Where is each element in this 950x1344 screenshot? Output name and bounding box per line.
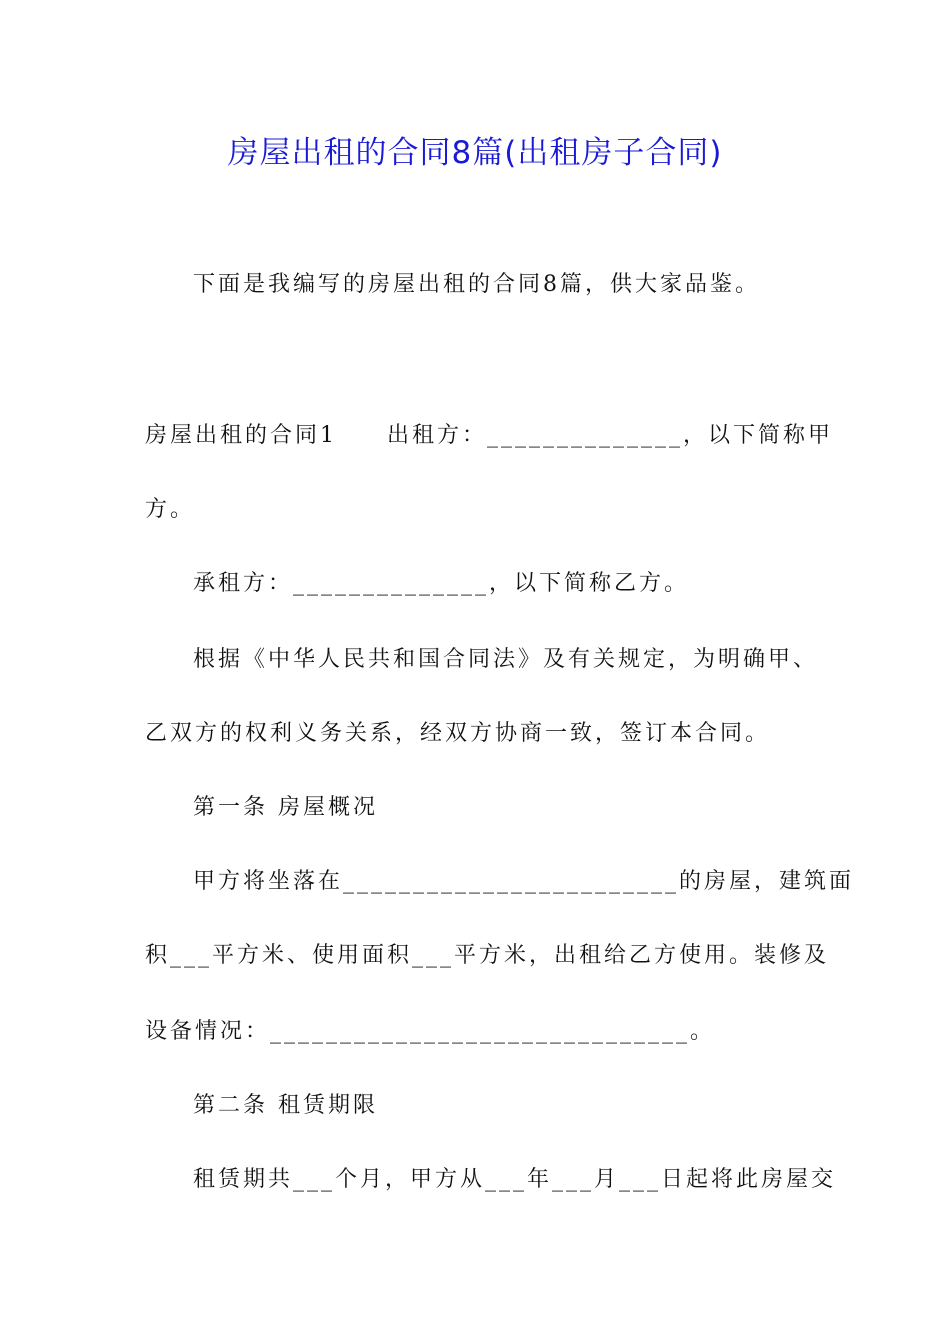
article-1-paragraph: 甲方将坐落在________________________的房屋，建筑面 bbox=[193, 869, 855, 894]
article-1-heading: 第一条 房屋概况 bbox=[193, 795, 378, 820]
article-1-paragraph-cont: 积___平方米、使用面积___平方米，出租给乙方使用。装修及 bbox=[145, 943, 830, 968]
intro-paragraph: 下面是我编写的房屋出租的合同8篇，供大家品鉴。 bbox=[193, 272, 760, 297]
contract-1-party-a-line-cont: 方。 bbox=[145, 497, 196, 522]
contract-1-party-a-line: 房屋出租的合同1 出租方：______________，以下简称甲 bbox=[145, 423, 833, 448]
document-title: 房屋出租的合同8篇(出租房子合同) bbox=[227, 135, 723, 171]
legal-basis-paragraph: 根据《中华人民共和国合同法》及有关规定，为明确甲、 bbox=[193, 647, 819, 672]
article-2-paragraph: 租赁期共___个月，甲方从___年___月___日起将此房屋交 bbox=[193, 1167, 837, 1192]
article-2-heading: 第二条 租赁期限 bbox=[193, 1093, 378, 1118]
party-b-line: 承租方：______________，以下简称乙方。 bbox=[193, 571, 690, 596]
equipment-line: 设备情况：______________________________。 bbox=[145, 1019, 716, 1044]
legal-basis-paragraph-cont: 乙双方的权利义务关系，经双方协商一致，签订本合同。 bbox=[145, 721, 771, 746]
